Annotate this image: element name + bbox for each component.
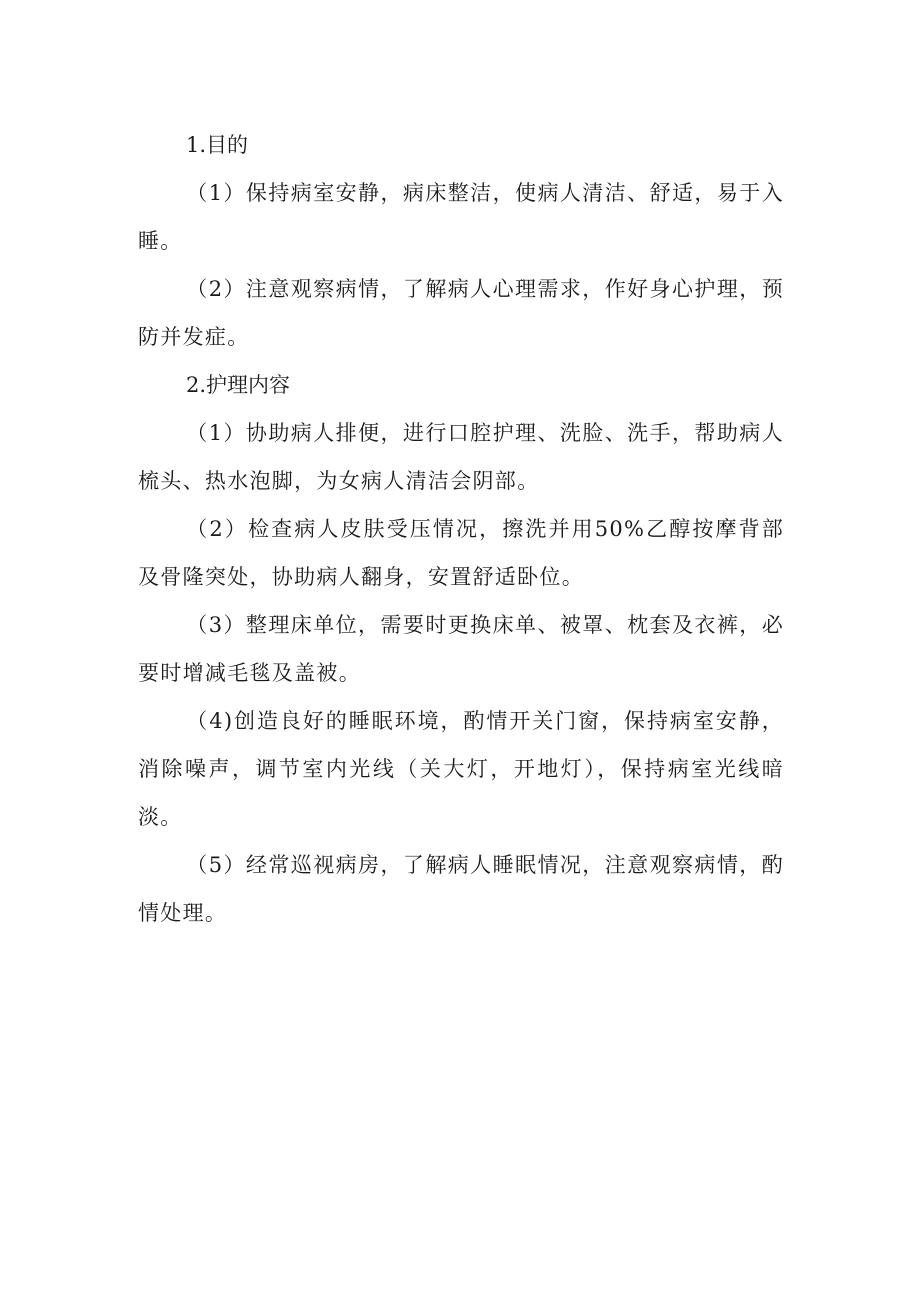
paragraph: （1）协助病人排便，进行口腔护理、洗脸、洗手，帮助病人梳头、热水泡脚，为女病人清洁会阴部。	[138, 421, 784, 493]
paragraph: （3）整理床单位，需要时更换床单、被罩、枕套及衣裤，必要时增减毛毯及盖被。	[138, 613, 784, 685]
paragraph: （2）检查病人皮肤受压情况，擦洗并用50%乙醇按摩背部及骨隆突处，协助病人翻身，安置舒适卧位。	[138, 517, 784, 589]
paragraph: （5）经常巡视病房，了解病人睡眠情况，注意观察病情，酌情处理。	[138, 853, 784, 925]
document-body	[138, 121, 784, 937]
section-heading: 1.目的	[186, 133, 249, 157]
paragraph: （1）保持病室安静，病床整洁，使病人清洁、舒适，易于入睡。	[138, 181, 784, 253]
section-heading: 2.护理内容	[186, 373, 291, 397]
section-purpose	[138, 121, 784, 361]
paragraph: （4)创造良好的睡眠环境，酌情开关门窗，保持病室安静，消除噪声，调节室内光线（关大灯，开地灯），保持病室光线暗淡。	[138, 709, 784, 829]
section-nursing-content	[138, 361, 784, 937]
paragraph: （2）注意观察病情，了解病人心理需求，作好身心护理，预防并发症。	[138, 277, 784, 349]
